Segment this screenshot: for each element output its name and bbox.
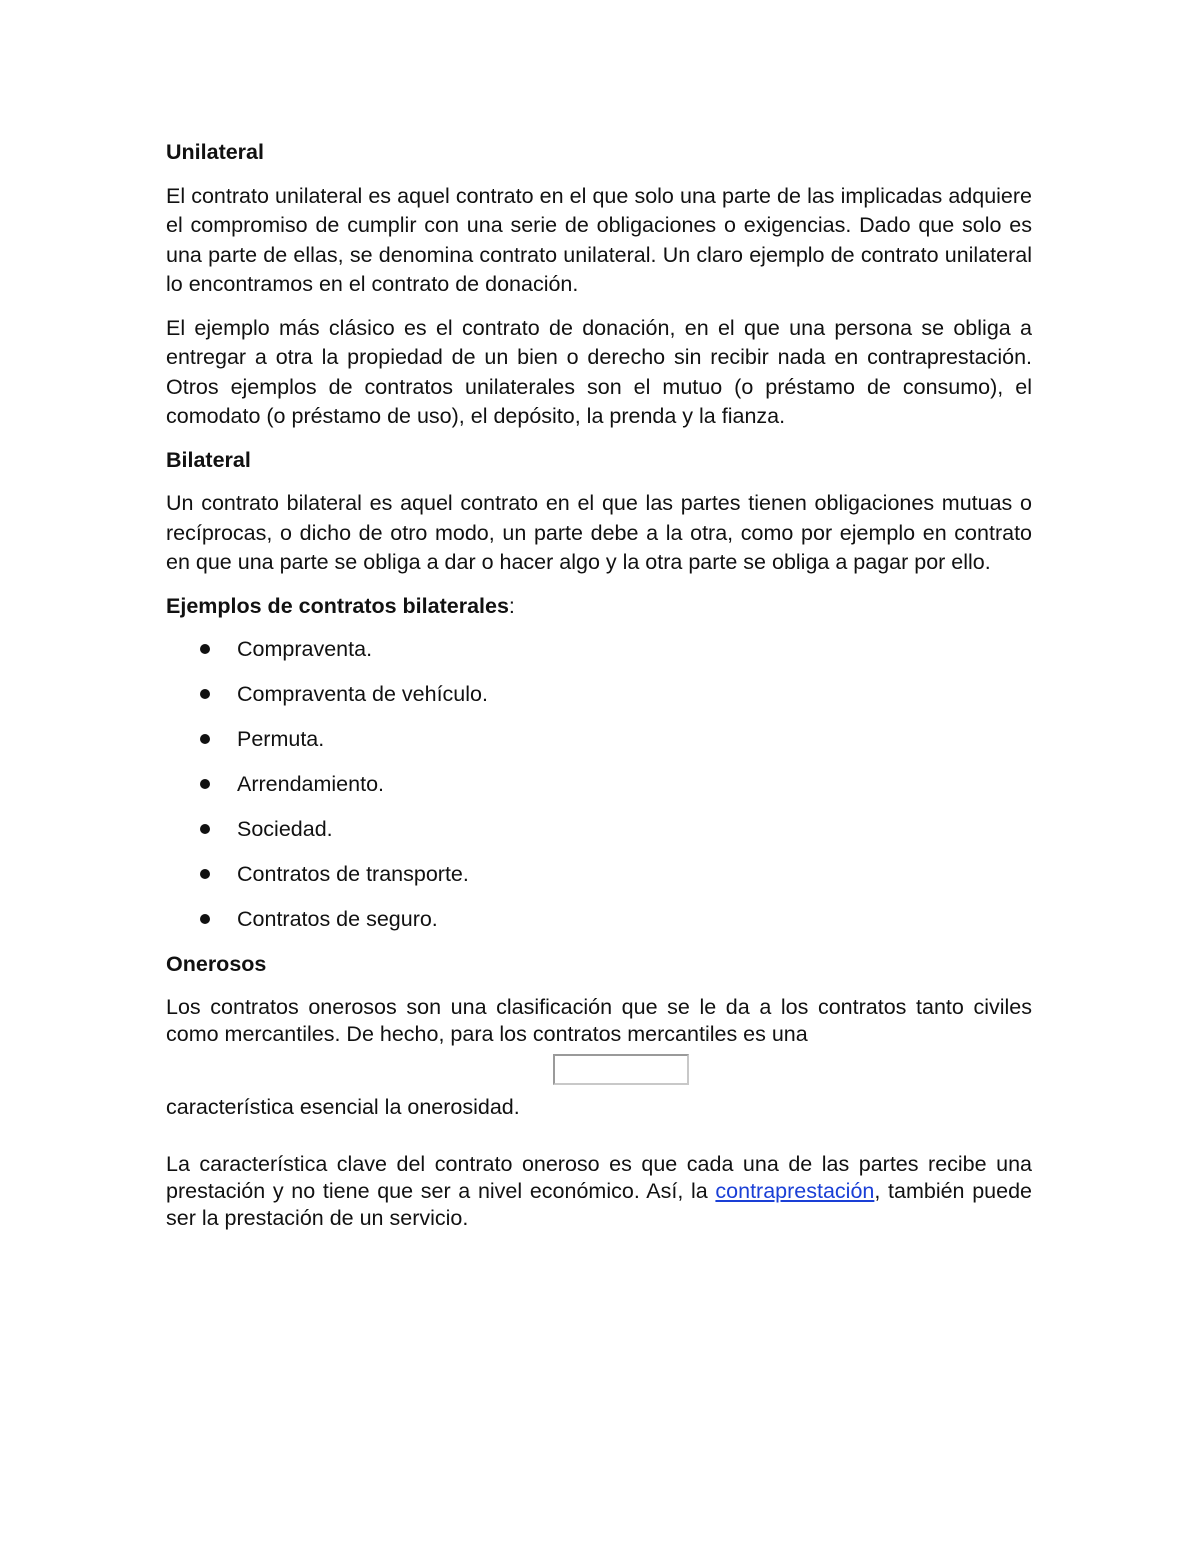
list-item: [166, 725, 1032, 755]
list-item-text: Contratos de transporte.: [237, 862, 469, 886]
bullet-icon: [200, 734, 210, 744]
list-item-text: Compraventa de vehículo.: [237, 682, 488, 706]
heading-bilateral-examples: [166, 592, 1032, 622]
heading-bilateral-examples-colon: :: [508, 593, 515, 618]
paragraph-unilateral-definition: El contrato unilateral es aquel contrato en el que solo una parte de las implicadas adquiere el compromiso de cumplir con una serie de obligaciones o exigencias. Dado que solo es una parte de ellas, se denomina contrato unilateral. Un claro ejemplo de contrato unilateral lo encontramos en el contrato de donación.: [166, 183, 1032, 296]
list-item: [166, 680, 1032, 710]
paragraph-onerosos-key-text: La característica clave del contrato oneroso es que cada una de las partes recibe una prestación y no tiene que ser a nivel económico. Así, la: [166, 1151, 1032, 1203]
paragraph-onerosos-key-end: , también puede ser la prestación de un servicio.: [166, 1178, 1032, 1230]
heading-bilateral-examples-text: Ejemplos de contratos bilaterales: [166, 593, 509, 618]
heading-onerosos: Onerosos: [166, 952, 267, 976]
bullet-icon: [200, 779, 210, 789]
list-item: [166, 905, 1032, 935]
embedded-object-row: [166, 1048, 1032, 1094]
embedded-object-placeholder[interactable]: [553, 1054, 689, 1085]
paragraph-unilateral-examples: El ejemplo más clásico es el contrato de donación, en el que una persona se obliga a entregar a otra la propiedad de un bien o derecho sin recibir nada en contraprestación. Otros ejemplos de contratos unilaterales son el mutuo (o préstamo de consumo), el comodato (o préstamo de uso), el depósito, la prenda y la fianza.: [166, 315, 1032, 428]
heading-bilateral: Bilateral: [166, 447, 251, 472]
list-item: [166, 635, 1032, 665]
contraprestacion-link[interactable]: contraprestación: [715, 1178, 875, 1203]
paragraph-onerosos-definition: Los contratos onerosos son una clasificación que se le da a los contratos tanto civiles como mercantiles. De hecho, para los contratos mercantiles es una: [166, 994, 1032, 1046]
list-item-text: Permuta.: [237, 727, 325, 751]
list-item: [166, 815, 1032, 845]
bullet-icon: [200, 644, 210, 654]
bilateral-examples-list: [166, 635, 1032, 935]
bullet-icon: [200, 824, 210, 834]
list-item-text: Compraventa.: [237, 637, 373, 661]
document-page: [166, 138, 1032, 1232]
list-item-text: Contratos de seguro.: [237, 907, 438, 931]
paragraph-bilateral-definition: Un contrato bilateral es aquel contrato en el que las partes tienen obligaciones mutuas o recíprocas, o dicho de otro modo, un parte debe a la otra, como por ejemplo en contrato en que una parte se obliga a dar o hacer algo y la otra parte se obliga a pagar por ello.: [166, 491, 1032, 574]
bullet-icon: [200, 689, 210, 699]
bullet-icon: [200, 914, 210, 924]
bullet-icon: [200, 869, 210, 879]
paragraph-onerosos-definition-end: característica esencial la onerosidad.: [166, 1094, 520, 1119]
list-item-text: Arrendamiento.: [237, 772, 384, 796]
list-item: [166, 770, 1032, 800]
heading-unilateral: Unilateral: [166, 140, 264, 164]
blank-line: [166, 1121, 1032, 1151]
paragraph-onerosos-key: [166, 1151, 1032, 1232]
list-item: [166, 860, 1032, 890]
list-item-text: Sociedad.: [237, 817, 333, 841]
